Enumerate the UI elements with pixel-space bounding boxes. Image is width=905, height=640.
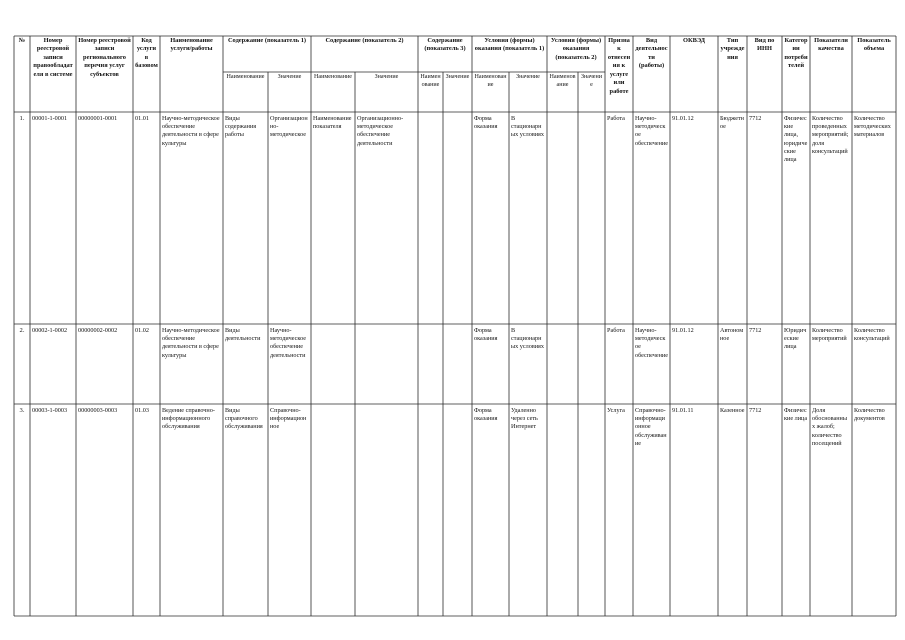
row-2-quality: Количество мероприятий bbox=[812, 327, 847, 343]
row-1-code: 01.01 bbox=[135, 115, 149, 122]
row-2-volume: Количество консультаций bbox=[854, 327, 890, 343]
row-3-volume: Количество документов bbox=[854, 407, 885, 423]
subheader-content2-name: Наименование bbox=[314, 74, 352, 80]
header-condition-1: Условия (формы) оказания (показатель 1) bbox=[474, 37, 545, 53]
row-3-c1-value: Справочно-информационное bbox=[270, 407, 307, 431]
header-inn: Вид по ИНН bbox=[754, 37, 775, 53]
header-content-1: Содержание (показатель 1) bbox=[227, 37, 307, 44]
row-3-num: 3. bbox=[19, 407, 25, 414]
subheader-cond2-value: Значение bbox=[580, 74, 603, 89]
subheader-content3-name: Наименование bbox=[420, 74, 441, 89]
subheader-content1-name: Наименование bbox=[226, 74, 265, 80]
row-1-c2-value: Организационно-методическое обеспечение деятельности bbox=[357, 115, 404, 147]
row-2-c2-name bbox=[311, 326, 355, 404]
row-1-quality: Количество проведенных мероприятий; доля консультаций bbox=[812, 115, 849, 155]
row-1-c1-value: Организационно-методическое bbox=[270, 115, 308, 139]
header-num: № bbox=[18, 37, 26, 44]
row-1-reg-local: 00000001-0001 bbox=[78, 115, 118, 122]
header-quality: Показатели качества bbox=[814, 37, 848, 53]
header-service-code: Код услуги в базовом bbox=[135, 37, 158, 70]
header-okved: ОКВЭД bbox=[682, 37, 706, 44]
row-3-cond1-value: Удаленно через сеть Интернет bbox=[511, 407, 538, 431]
row-1-name: Научно-методическое обеспечение деятельности в сфере культуры bbox=[162, 115, 220, 147]
row-3-code: 01.03 bbox=[135, 407, 149, 414]
row-2-name: Научно-методическое обеспечение деятельности в сфере культуры bbox=[162, 327, 220, 359]
row-1-num: 1. bbox=[19, 115, 25, 122]
header-indicator-name: Наименование услуги/работы bbox=[170, 37, 213, 53]
subheader-content3-value: Значение bbox=[445, 74, 470, 80]
row-1-criteria: Работа bbox=[607, 115, 625, 122]
row-3-c1-name: Виды справочного обслуживания bbox=[225, 407, 263, 431]
row-1-cond1-name: Форма оказания bbox=[474, 115, 498, 131]
header-content-2: Содержание (показатель 2) bbox=[325, 37, 404, 44]
row-3-reg-local: 00000003-0003 bbox=[78, 407, 118, 414]
row-3-inn: 7712 bbox=[749, 407, 762, 414]
row-3-reg: 00003-1-0003 bbox=[32, 407, 68, 414]
row-2-okved: 91.01.12 bbox=[672, 327, 694, 334]
header-type-institution: Тип учреждения bbox=[720, 37, 745, 61]
header-category: Категории потребителей bbox=[784, 37, 808, 70]
row-3-quality: Доля обоснованных жалоб; количество посещений bbox=[812, 407, 848, 447]
row-2-category: Юридические лица bbox=[784, 327, 807, 351]
row-2-criteria: Работа bbox=[607, 327, 625, 334]
row-2-cond1-name: Форма оказания bbox=[474, 327, 498, 343]
row-2-num: 2. bbox=[19, 327, 25, 334]
row-2-c2-value bbox=[355, 326, 418, 404]
subheader-cond2-name: Наименование bbox=[549, 74, 576, 89]
subheader-cond1-value: Значение bbox=[516, 74, 540, 80]
row-3-criteria: Услуга bbox=[607, 407, 625, 414]
row-2-inn: 7712 bbox=[749, 327, 762, 334]
row-2-cond1-value: В стационарных условиях bbox=[511, 327, 544, 351]
row-3-okved: 91.01.11 bbox=[672, 407, 694, 414]
header-reg-number: Номер реестровой записи правообладателя в системе bbox=[33, 37, 73, 78]
row-1-activity: Научно-методическое обеспечение bbox=[635, 115, 668, 147]
row-3-category: Физические лица bbox=[784, 407, 808, 423]
row-2-reg: 00002-1-0002 bbox=[32, 327, 68, 334]
row-1-volume: Количество методических материалов bbox=[854, 115, 891, 139]
row-3-name: Ведение справочно-информационного обслуживания bbox=[162, 407, 215, 431]
row-1-okved: 91.01.12 bbox=[672, 115, 694, 122]
row-2-reg-local: 00000002-0002 bbox=[78, 327, 118, 334]
header-criteria: Признак отнесения к услуге или работе bbox=[607, 37, 631, 95]
header-type-activity: Вид деятельности (работы) bbox=[635, 37, 668, 70]
row-1-category: Физические лица, юридические лица bbox=[784, 115, 808, 163]
header-condition-2: Условия (формы) оказания (показатель 2) bbox=[550, 37, 602, 61]
row-2-c1-name: Виды деятельности bbox=[225, 327, 261, 343]
row-1-c2-name: Наименование показателя bbox=[313, 115, 352, 131]
row-3-cond1-name: Форма оказания bbox=[474, 407, 498, 423]
row-3-type: Казенное bbox=[720, 407, 745, 414]
row-2-type: Автономное bbox=[720, 327, 744, 343]
header-content-3: Содержание (показатель 3) bbox=[424, 37, 466, 53]
row-1-inn: 7712 bbox=[749, 115, 762, 122]
header-volume: Показатель объема bbox=[857, 37, 891, 53]
row-3-c2-name bbox=[311, 406, 355, 616]
subheader-cond1-name: Наименование bbox=[474, 74, 507, 89]
row-1-c1-name: Виды содержания работы bbox=[225, 115, 257, 139]
header-reg-number-local: Номер реестровой записи регионального перечня услуг субъектов bbox=[78, 37, 131, 78]
row-3-c2-value bbox=[355, 406, 418, 616]
row-1-type: Бюджетное bbox=[720, 115, 744, 131]
row-2-c1-value: Научно-методическое обеспечение деятельности bbox=[270, 327, 307, 359]
row-1-reg: 00001-1-0001 bbox=[32, 115, 68, 122]
subheader-content1-value: Значение bbox=[277, 74, 302, 80]
row-1-cond1-value: В стационарных условиях bbox=[511, 115, 544, 139]
subheader-content2-value: Значение bbox=[374, 74, 399, 80]
row-2-activity: Научно-методическое обеспечение bbox=[635, 327, 668, 359]
row-3-activity: Справочно-информационное обслуживание bbox=[635, 407, 667, 447]
row-2-code: 01.02 bbox=[135, 327, 149, 334]
